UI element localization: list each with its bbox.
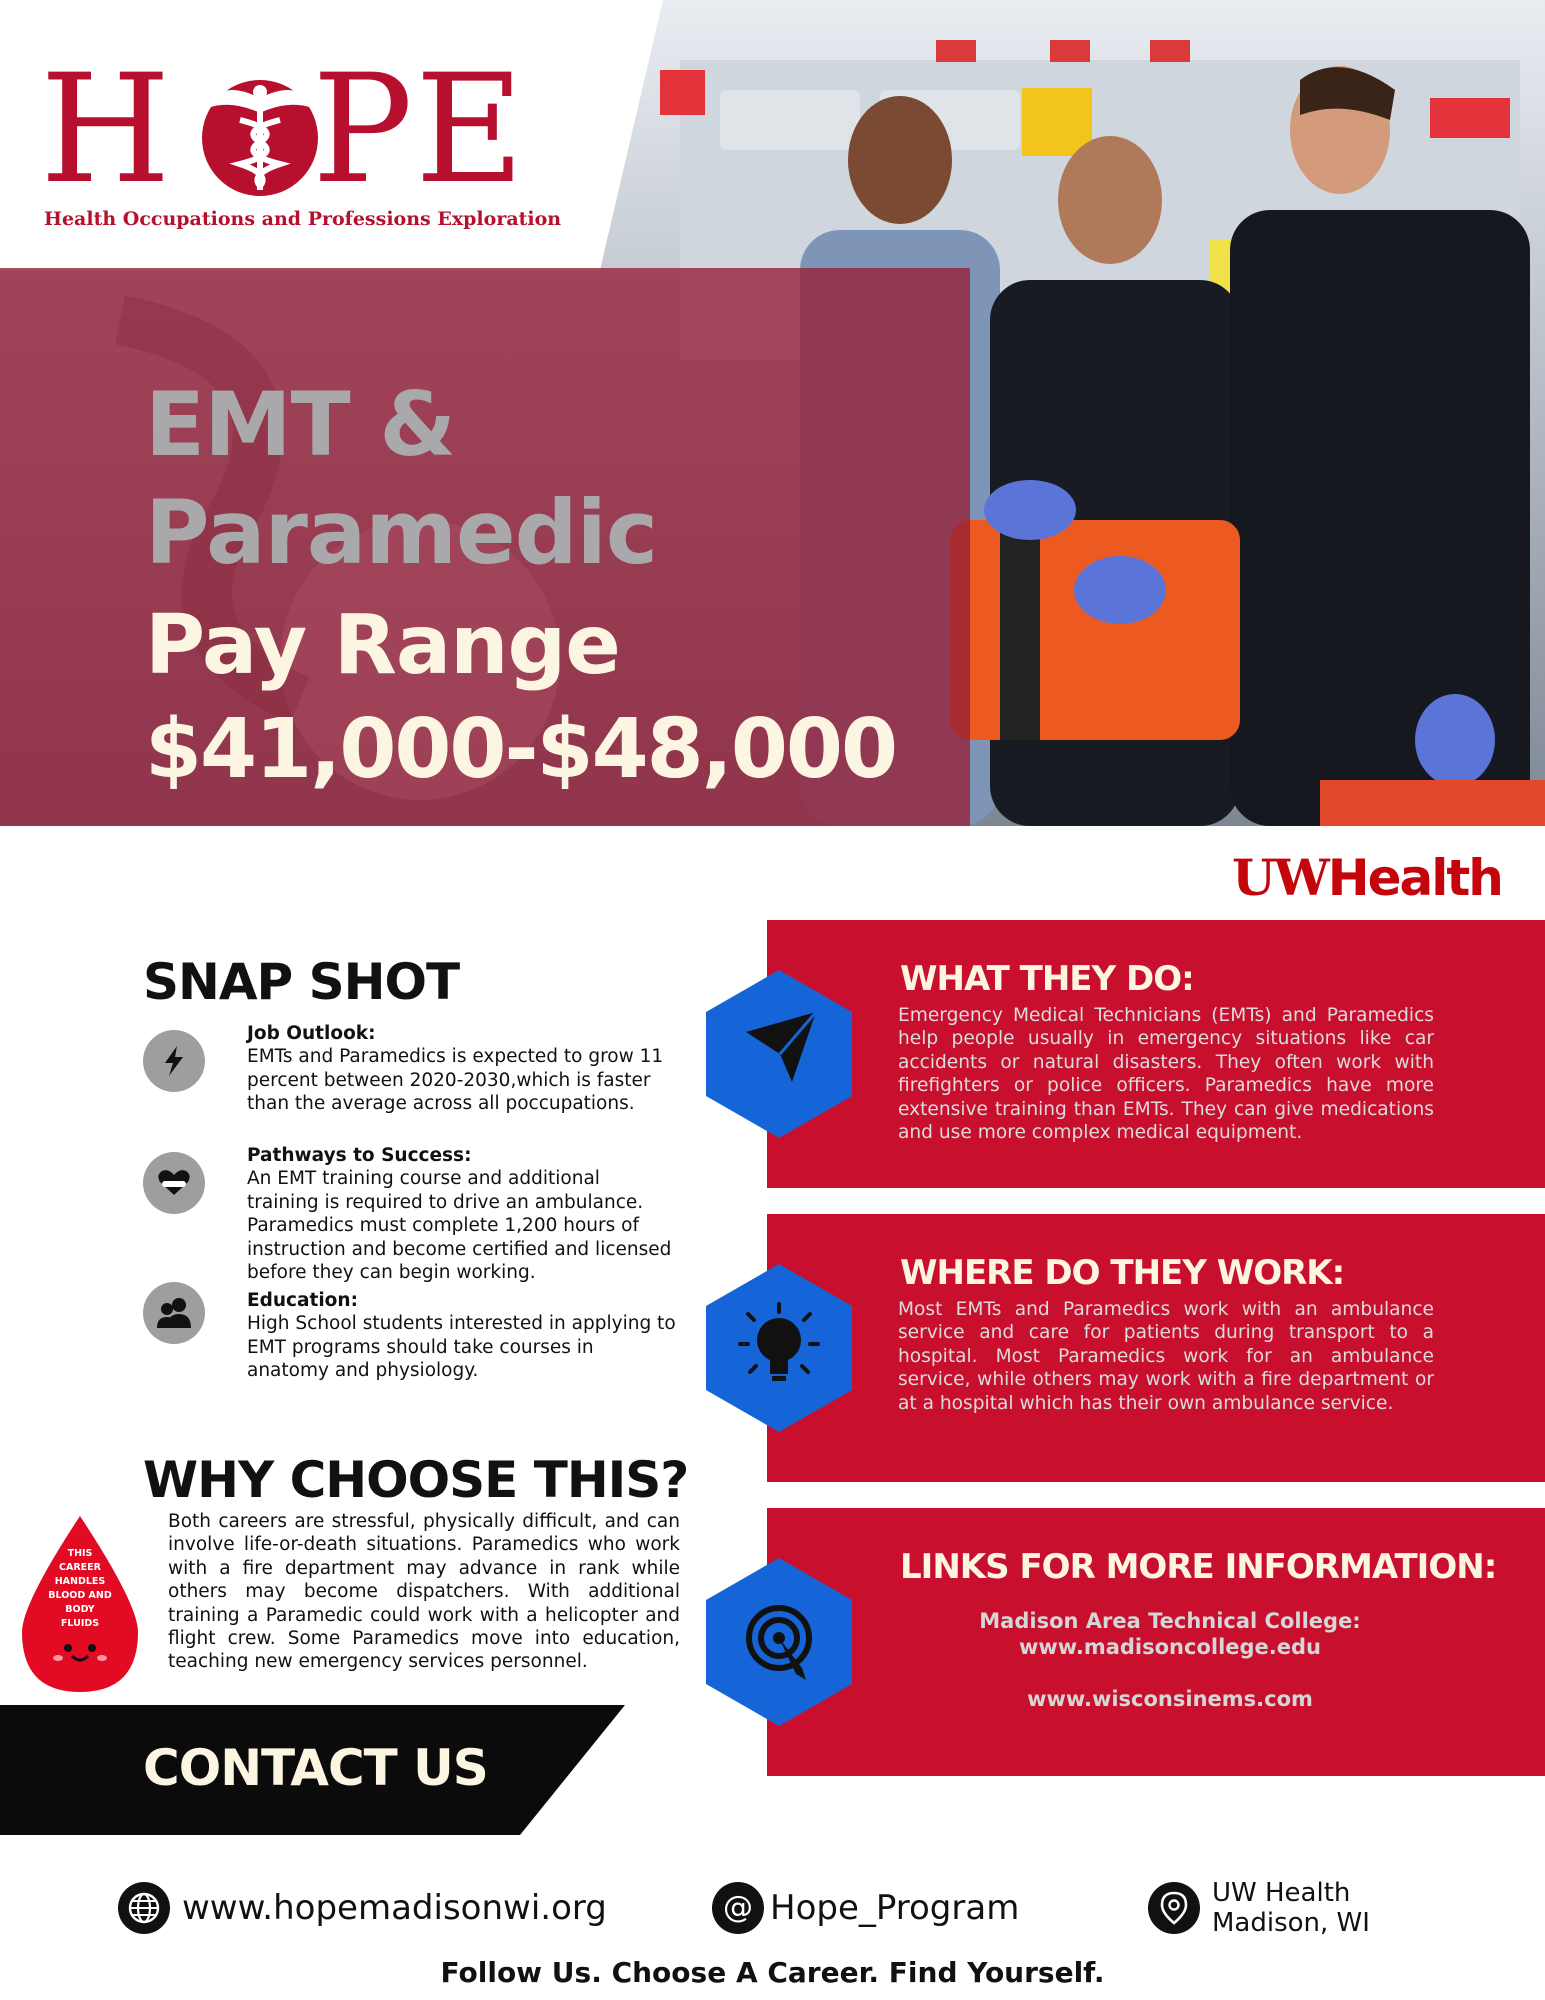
snapshot-item-label: Education: xyxy=(247,1290,358,1311)
hero-title-line1: EMT & xyxy=(145,373,456,476)
snapshot-item-text: EMTs and Paramedics is expected to grow 11 percent between 2020-2030,which is faster than the average across all poccupations. xyxy=(247,1046,664,1115)
hero-title-line2: Paramedic xyxy=(145,481,657,584)
where-they-work-body: Most EMTs and Paramedics work with an ambulance service and care for patients during transport to a hospital. Most Paramedics work for an ambulance service, while others may work with a fire department or at a hospital which has their own ambulance service. xyxy=(898,1299,1434,1414)
badge-line: CAREER xyxy=(59,1562,101,1573)
links-title: LINKS FOR MORE INFORMATION: xyxy=(900,1547,1497,1587)
heart-hands-icon xyxy=(143,1152,205,1214)
link-wisconsin-ems[interactable]: www.wisconsinems.com xyxy=(1027,1687,1313,1711)
blood-drop-badge xyxy=(18,1514,142,1694)
logo-letters-pe: PE xyxy=(312,43,527,217)
badge-line: FLUIDS xyxy=(60,1618,100,1629)
health-logo-word: Health xyxy=(1327,849,1502,907)
badge-line: BLOOD AND xyxy=(48,1590,112,1601)
snapshot-heading: SNAP SHOT xyxy=(143,953,460,1011)
people-icon xyxy=(143,1282,205,1344)
logo-letter-h: H xyxy=(40,43,173,217)
logo-subtitle: Health Occupations and Professions Exploration xyxy=(44,208,562,230)
address-line1: UW Health xyxy=(1212,1878,1351,1908)
contact-heading: CONTACT US xyxy=(143,1739,488,1797)
link-madison-college[interactable]: www.madisoncollege.edu xyxy=(1019,1635,1321,1659)
why-text: Both careers are stressful, physically difficult, and can involve life-or-death situations. Paramedics who work with a fire department may advance in rank while others may become dispatchers. With additional training a Paramedic could work with a helicopter and flight crew. Some Paramedics move into education, teaching new emergency services personnel. xyxy=(168,1511,680,1673)
uw-logo-letters: UW xyxy=(1232,848,1328,907)
why-heading: WHY CHOOSE THIS? xyxy=(143,1451,689,1509)
pay-range-value: $41,000-$48,000 xyxy=(145,702,897,797)
snapshot-item-text: An EMT training course and additional training is required to drive an ambulance. Paramedics must complete 1,200 hours of instruction and become certified and licensed before they can begin working. xyxy=(247,1168,672,1284)
location-pin-icon xyxy=(1148,1882,1200,1934)
caduceus-icon xyxy=(200,78,320,198)
where-they-work-title: WHERE DO THEY WORK: xyxy=(900,1253,1345,1293)
what-they-do-body: Emergency Medical Technicians (EMTs) and Paramedics help people usually in emergency situations like car accidents or natural disasters. They often work with firefighters or police officers. Paramedics have more extensive training than EMTs. They can give medications and use more complex medical equipment. xyxy=(898,1005,1434,1144)
at-sign-icon xyxy=(712,1882,764,1934)
globe-icon xyxy=(118,1882,170,1934)
snapshot-item-label: Pathways to Success: xyxy=(247,1145,472,1166)
snapshot-item-education xyxy=(247,1289,677,1383)
what-they-do-title: WHAT THEY DO: xyxy=(900,959,1194,999)
snapshot-item-label: Job Outlook: xyxy=(247,1023,376,1044)
link-college-name: Madison Area Technical College: xyxy=(979,1609,1361,1633)
snapshot-item-job-outlook xyxy=(247,1022,677,1116)
pay-range-label: Pay Range xyxy=(145,598,620,693)
social-handle[interactable]: Hope_Program xyxy=(770,1888,1020,1928)
snapshot-item-text: High School students interested in applying to EMT programs should take courses in anatomy and physiology. xyxy=(247,1313,676,1382)
tagline: Follow Us. Choose A Career. Find Yourself. xyxy=(440,1956,1105,1989)
hope-logo xyxy=(40,40,580,240)
badge-line: BODY xyxy=(65,1604,95,1615)
uw-health-logo xyxy=(1232,848,1502,908)
lightning-icon xyxy=(143,1030,205,1092)
address-line2: Madison, WI xyxy=(1212,1908,1370,1938)
badge-line: HANDLES xyxy=(54,1576,106,1587)
lightbulb-icon xyxy=(704,1262,854,1434)
svg-text:@: @ xyxy=(723,1890,753,1925)
website-link[interactable]: www.hopemadisonwi.org xyxy=(182,1888,607,1928)
snapshot-item-pathways xyxy=(247,1144,677,1284)
target-icon xyxy=(704,1556,854,1728)
address xyxy=(1212,1878,1370,1938)
paper-plane-icon xyxy=(704,968,854,1140)
badge-line: THIS xyxy=(67,1548,93,1559)
hero-banner xyxy=(0,0,1545,826)
